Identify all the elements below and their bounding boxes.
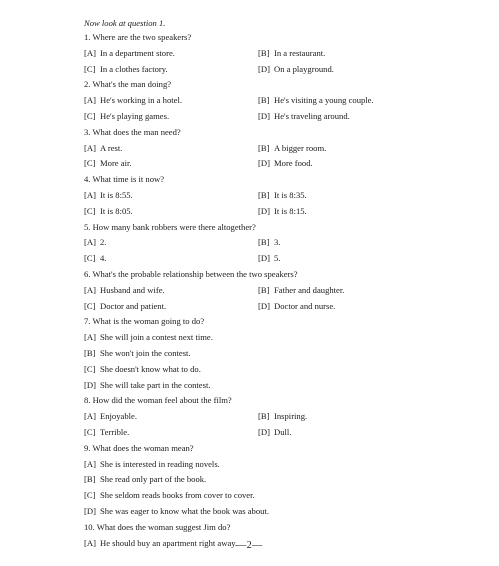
option-text: She read only part of the book. bbox=[100, 474, 207, 485]
option-letter: [D] bbox=[258, 253, 270, 264]
option-text: A rest. bbox=[100, 142, 123, 153]
option-letter: [D] bbox=[84, 505, 96, 516]
option-text: Inspiring. bbox=[274, 411, 308, 422]
question-list bbox=[84, 32, 484, 553]
option-text: Husband and wife. bbox=[100, 284, 165, 295]
option-letter: [C] bbox=[84, 158, 96, 169]
option-row bbox=[84, 190, 484, 206]
option-text: She is interested in reading novels. bbox=[100, 458, 220, 469]
answer-option bbox=[258, 206, 432, 222]
option-letter: [A] bbox=[84, 47, 96, 58]
option-letter: [A] bbox=[84, 95, 96, 106]
option-text: Terrible. bbox=[100, 426, 130, 437]
option-row bbox=[84, 506, 484, 522]
option-letter: [B] bbox=[258, 47, 270, 58]
option-letter: [C] bbox=[84, 63, 96, 74]
option-text: She was eager to know what the book was about. bbox=[100, 505, 269, 516]
answer-option bbox=[84, 348, 191, 364]
answer-option bbox=[84, 64, 258, 80]
answer-option bbox=[84, 48, 258, 64]
question-stem: 3. What does the man need? bbox=[84, 126, 181, 137]
option-letter: [B] bbox=[84, 347, 96, 358]
option-letter: [C] bbox=[84, 205, 96, 216]
option-letter: [B] bbox=[258, 284, 270, 295]
question-3 bbox=[84, 127, 484, 174]
option-letter: [B] bbox=[258, 189, 270, 200]
question-stem: 8. How did the woman feel about the film? bbox=[84, 395, 232, 406]
option-letter: [B] bbox=[258, 95, 270, 106]
option-letter: [C] bbox=[84, 300, 96, 311]
option-text: It is 8:55. bbox=[100, 189, 133, 200]
option-text: He should buy an apartment right away. bbox=[100, 537, 238, 548]
option-text: Father and daughter. bbox=[274, 284, 345, 295]
answer-option bbox=[258, 158, 432, 174]
option-row bbox=[84, 285, 484, 301]
option-letter: [B] bbox=[84, 474, 96, 485]
option-letter: [D] bbox=[258, 205, 270, 216]
option-text: She will take part in the contest. bbox=[100, 379, 211, 390]
option-text: In a restaurant. bbox=[274, 47, 326, 58]
option-text: It is 8:15. bbox=[274, 205, 307, 216]
question-stem: 1. Where are the two speakers? bbox=[84, 32, 192, 42]
option-row bbox=[84, 64, 484, 80]
answer-option bbox=[84, 111, 258, 127]
option-letter: [A] bbox=[84, 332, 96, 343]
option-letter: [B] bbox=[258, 237, 270, 248]
option-row bbox=[84, 206, 484, 222]
option-text: It is 8:05. bbox=[100, 205, 133, 216]
option-row bbox=[84, 474, 484, 490]
answer-option bbox=[84, 237, 258, 253]
option-letter: [B] bbox=[258, 142, 270, 153]
option-row bbox=[84, 490, 484, 506]
option-text: 5. bbox=[274, 253, 281, 264]
option-letter: [C] bbox=[84, 426, 96, 437]
option-text: He's playing games. bbox=[100, 110, 170, 121]
option-text: More food. bbox=[274, 158, 313, 169]
option-text: In a department store. bbox=[100, 47, 175, 58]
answer-option bbox=[84, 206, 258, 222]
answer-option bbox=[84, 158, 258, 174]
answer-option bbox=[84, 95, 258, 111]
answer-option bbox=[84, 253, 258, 269]
question-stem: 6. What's the probable relationship between the two speakers? bbox=[84, 268, 298, 279]
answer-option bbox=[84, 364, 201, 380]
option-letter: [B] bbox=[258, 411, 270, 422]
intro-instruction: Now look at question 1. bbox=[84, 18, 166, 28]
option-letter: [C] bbox=[84, 253, 96, 264]
option-text: She doesn't know what to do. bbox=[100, 363, 201, 374]
answer-option bbox=[258, 427, 432, 443]
answer-option bbox=[258, 411, 432, 427]
option-text: More air. bbox=[100, 158, 132, 169]
option-text: 2. bbox=[100, 237, 107, 248]
answer-option bbox=[258, 48, 432, 64]
option-row bbox=[84, 427, 484, 443]
answer-option bbox=[258, 64, 432, 80]
option-letter: [A] bbox=[84, 537, 96, 548]
option-row bbox=[84, 332, 484, 348]
option-text: On a playground. bbox=[274, 63, 334, 74]
option-letter: [D] bbox=[258, 300, 270, 311]
option-text: She won't join the contest. bbox=[100, 347, 191, 358]
option-letter: [C] bbox=[84, 110, 96, 121]
option-row bbox=[84, 380, 484, 396]
question-1 bbox=[84, 32, 484, 79]
question-stem: 2. What's the man doing? bbox=[84, 79, 172, 90]
answer-option bbox=[84, 143, 258, 159]
option-letter: [A] bbox=[84, 237, 96, 248]
answer-option bbox=[258, 237, 432, 253]
option-row bbox=[84, 459, 484, 475]
option-text: Doctor and nurse. bbox=[274, 300, 336, 311]
option-row bbox=[84, 48, 484, 64]
option-row bbox=[84, 253, 484, 269]
option-row bbox=[84, 364, 484, 380]
answer-option bbox=[84, 506, 269, 522]
answer-option bbox=[84, 427, 258, 443]
question-stem: 4. What time is it now? bbox=[84, 174, 165, 185]
option-letter: [D] bbox=[258, 158, 270, 169]
question-9 bbox=[84, 443, 484, 522]
answer-option bbox=[84, 411, 258, 427]
question-stem: 9. What does the woman mean? bbox=[84, 442, 194, 453]
option-text: Enjoyable. bbox=[100, 411, 137, 422]
question-stem: 10. What does the woman suggest Jim do? bbox=[84, 521, 231, 532]
answer-option bbox=[84, 332, 213, 348]
option-row bbox=[84, 301, 484, 317]
answer-option bbox=[258, 253, 432, 269]
option-letter: [A] bbox=[84, 284, 96, 295]
answer-option bbox=[258, 190, 432, 206]
question-6 bbox=[84, 269, 484, 316]
option-row bbox=[84, 111, 484, 127]
question-stem: 5. How many bank robbers were there altogether? bbox=[84, 221, 256, 232]
option-text: He's working in a hotel. bbox=[100, 95, 182, 106]
option-text: It is 8:35. bbox=[274, 189, 307, 200]
answer-option bbox=[258, 301, 432, 317]
question-stem: 7. What is the woman going to do? bbox=[84, 316, 205, 327]
option-text: A bigger room. bbox=[274, 142, 327, 153]
option-letter: [C] bbox=[84, 490, 96, 501]
answer-option bbox=[258, 143, 432, 159]
option-text: Dull. bbox=[274, 426, 292, 437]
exam-page bbox=[84, 18, 484, 553]
option-letter: [D] bbox=[258, 110, 270, 121]
option-letter: [D] bbox=[258, 63, 270, 74]
option-row bbox=[84, 348, 484, 364]
answer-option bbox=[84, 301, 258, 317]
answer-option bbox=[84, 285, 258, 301]
option-text: He's traveling around. bbox=[274, 110, 350, 121]
option-row bbox=[84, 411, 484, 427]
answer-option bbox=[84, 190, 258, 206]
option-letter: [D] bbox=[84, 379, 96, 390]
answer-option bbox=[84, 459, 220, 475]
answer-option bbox=[258, 285, 432, 301]
option-row bbox=[84, 158, 484, 174]
option-row bbox=[84, 95, 484, 111]
option-row bbox=[84, 237, 484, 253]
option-text: He's visiting a young couple. bbox=[274, 95, 374, 106]
page-number: —2— bbox=[236, 540, 263, 551]
option-text: Doctor and patient. bbox=[100, 300, 167, 311]
option-letter: [C] bbox=[84, 363, 96, 374]
answer-option bbox=[84, 490, 255, 506]
question-2 bbox=[84, 79, 484, 126]
option-letter: [D] bbox=[258, 426, 270, 437]
option-row bbox=[84, 143, 484, 159]
answer-option bbox=[84, 474, 206, 490]
answer-option bbox=[258, 111, 432, 127]
option-letter: [A] bbox=[84, 142, 96, 153]
option-letter: [A] bbox=[84, 411, 96, 422]
option-text: She seldom reads books from cover to cover. bbox=[100, 490, 255, 501]
option-text: In a clothes factory. bbox=[100, 63, 168, 74]
question-4 bbox=[84, 174, 484, 221]
option-text: 3. bbox=[274, 237, 281, 248]
question-8 bbox=[84, 395, 484, 442]
option-letter: [A] bbox=[84, 458, 96, 469]
question-7 bbox=[84, 316, 484, 395]
option-letter: [A] bbox=[84, 189, 96, 200]
option-text: 4. bbox=[100, 253, 107, 264]
question-5 bbox=[84, 222, 484, 269]
answer-option bbox=[84, 380, 211, 396]
answer-option bbox=[258, 95, 432, 111]
option-text: She will join a contest next time. bbox=[100, 332, 213, 343]
